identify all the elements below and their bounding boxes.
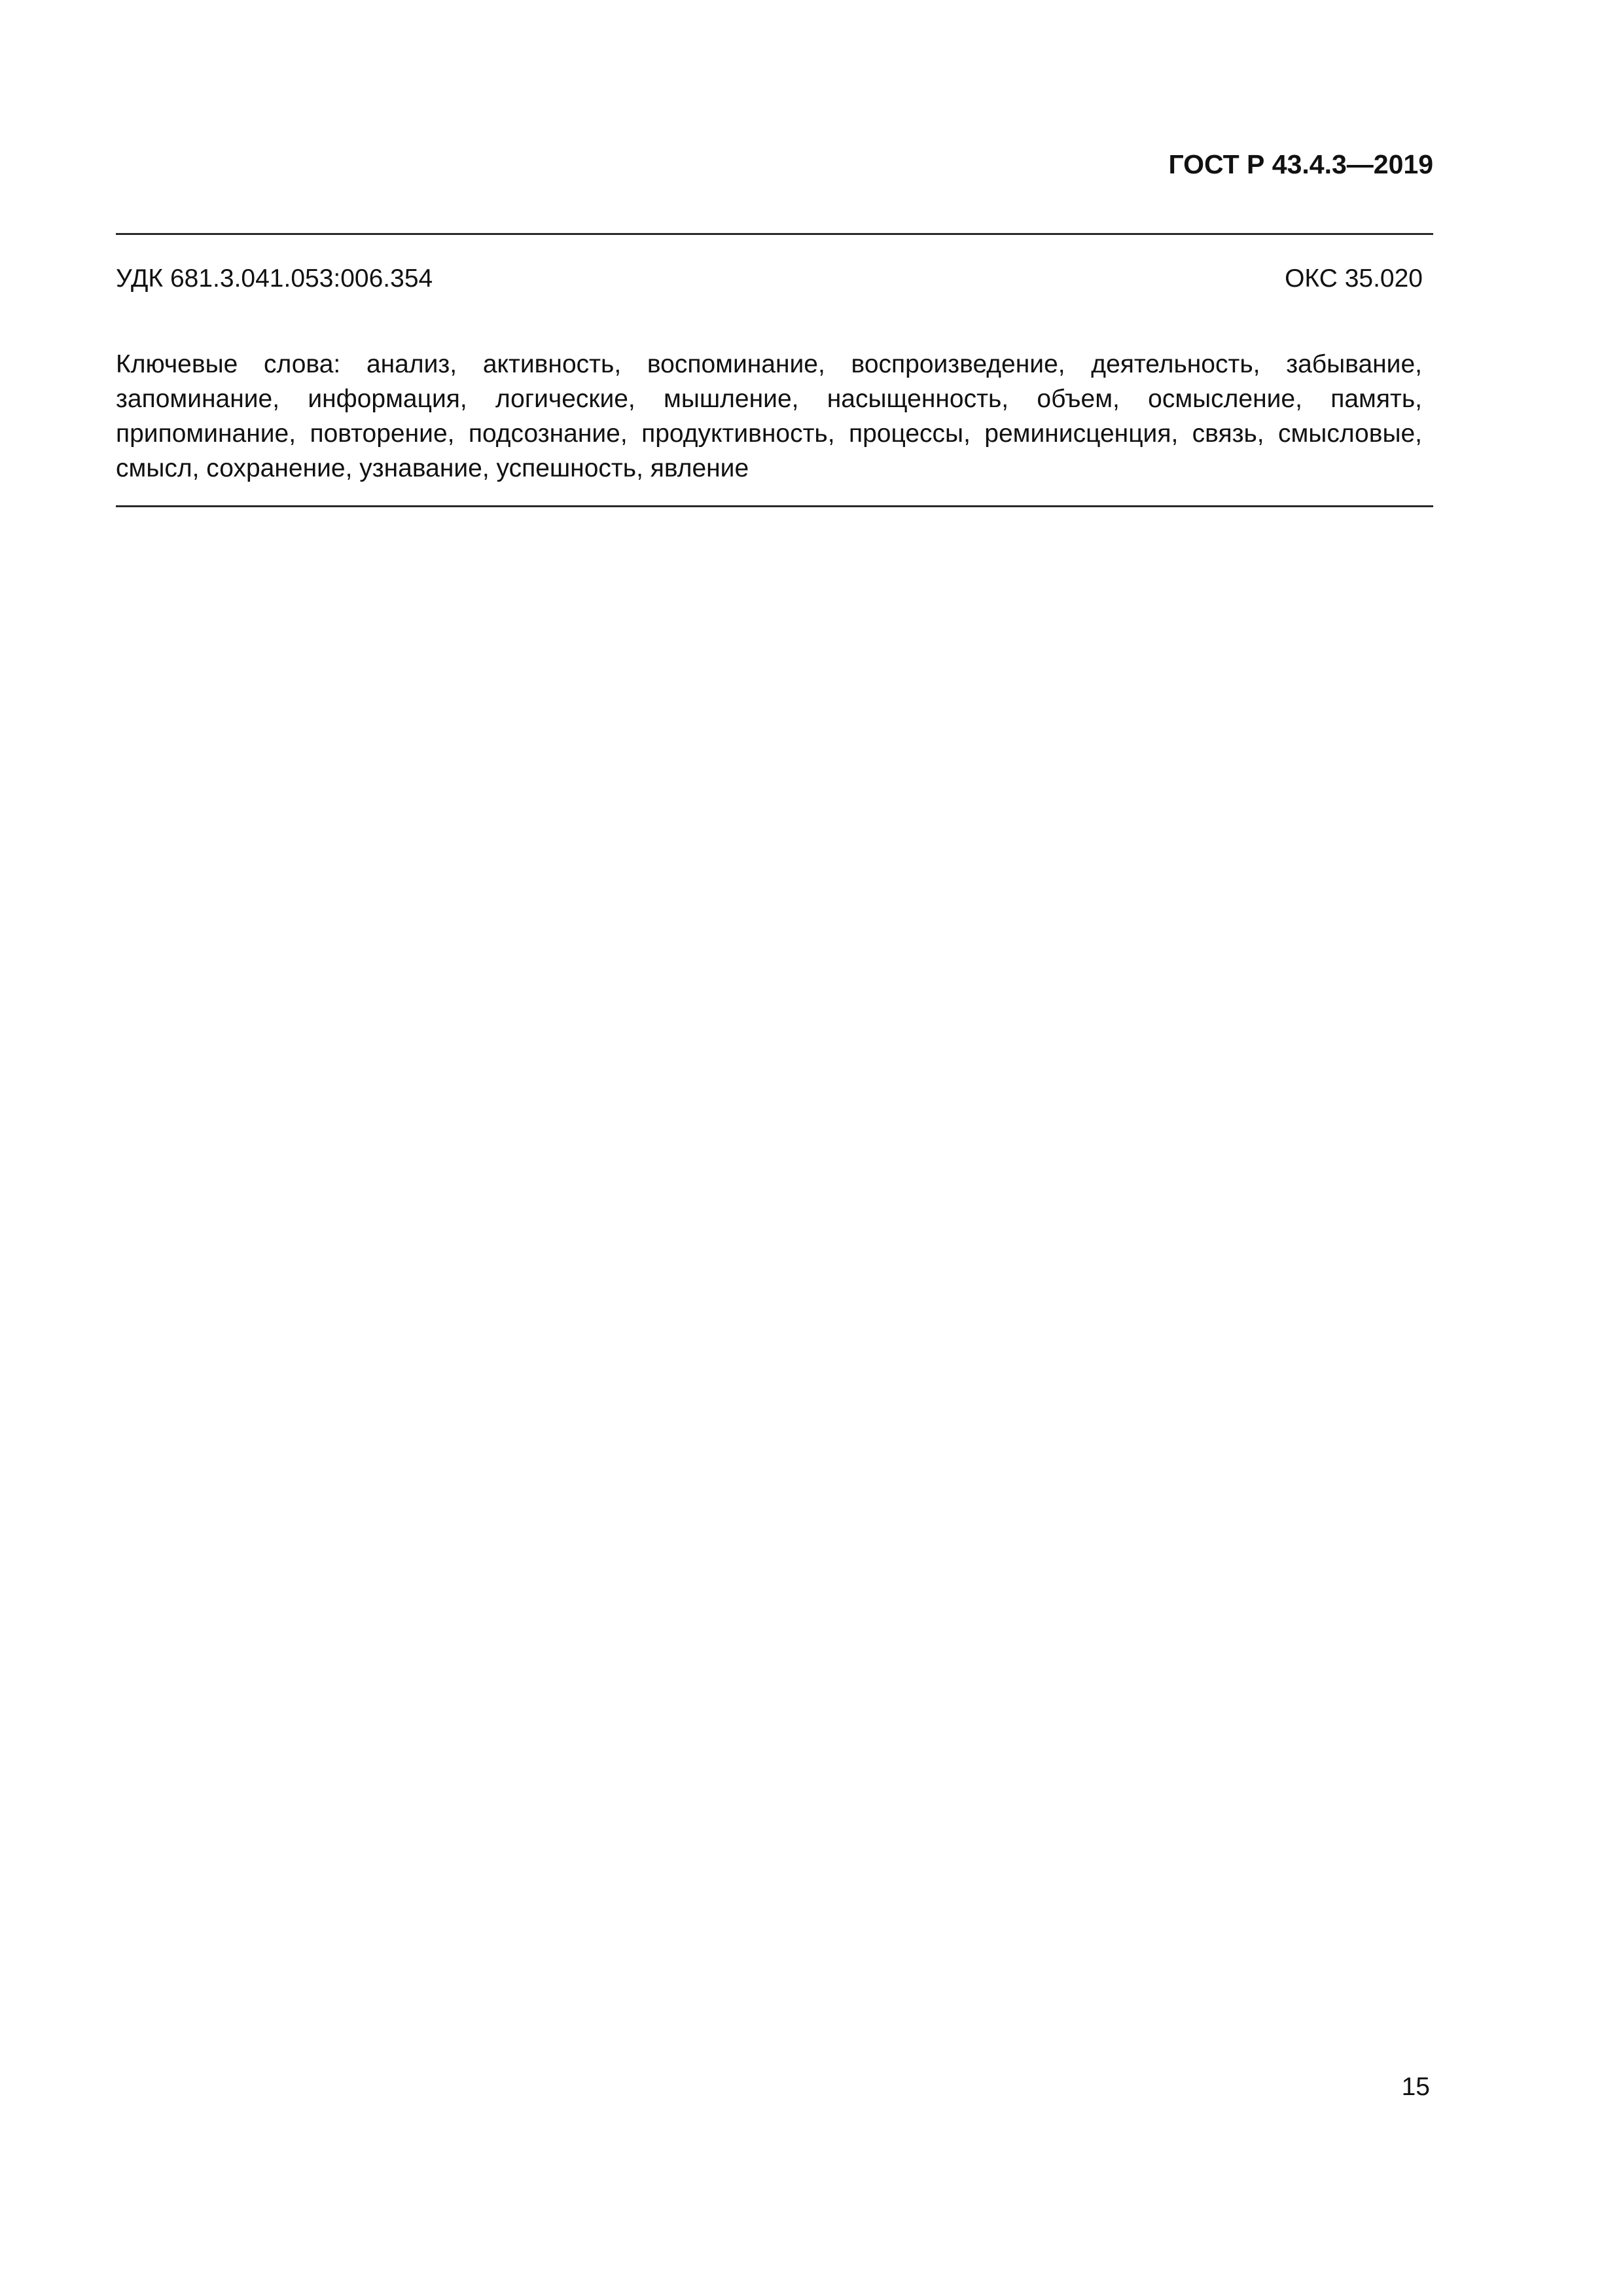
udk-code: УДК 681.3.041.053:006.354 — [116, 264, 433, 293]
bottom-divider — [116, 505, 1433, 507]
standard-code-header: ГОСТ Р 43.4.3—2019 — [1168, 149, 1433, 179]
top-divider — [116, 233, 1433, 235]
oks-code: ОКС 35.020 — [1285, 264, 1423, 293]
keywords-paragraph: Ключевые слова: анализ, активность, воспоминание, воспроизведение, деятельность, забывание, запоминание, информация, логические, мышление, насыщенность, объем, осмысление, память, припоминание, повторение, подсознание, продуктивность, процессы, реминисценция, связь, смысловые, смысл, сохранение, узнавание, успешность, явление — [116, 350, 1422, 482]
page-number: 15 — [1401, 2073, 1430, 2101]
